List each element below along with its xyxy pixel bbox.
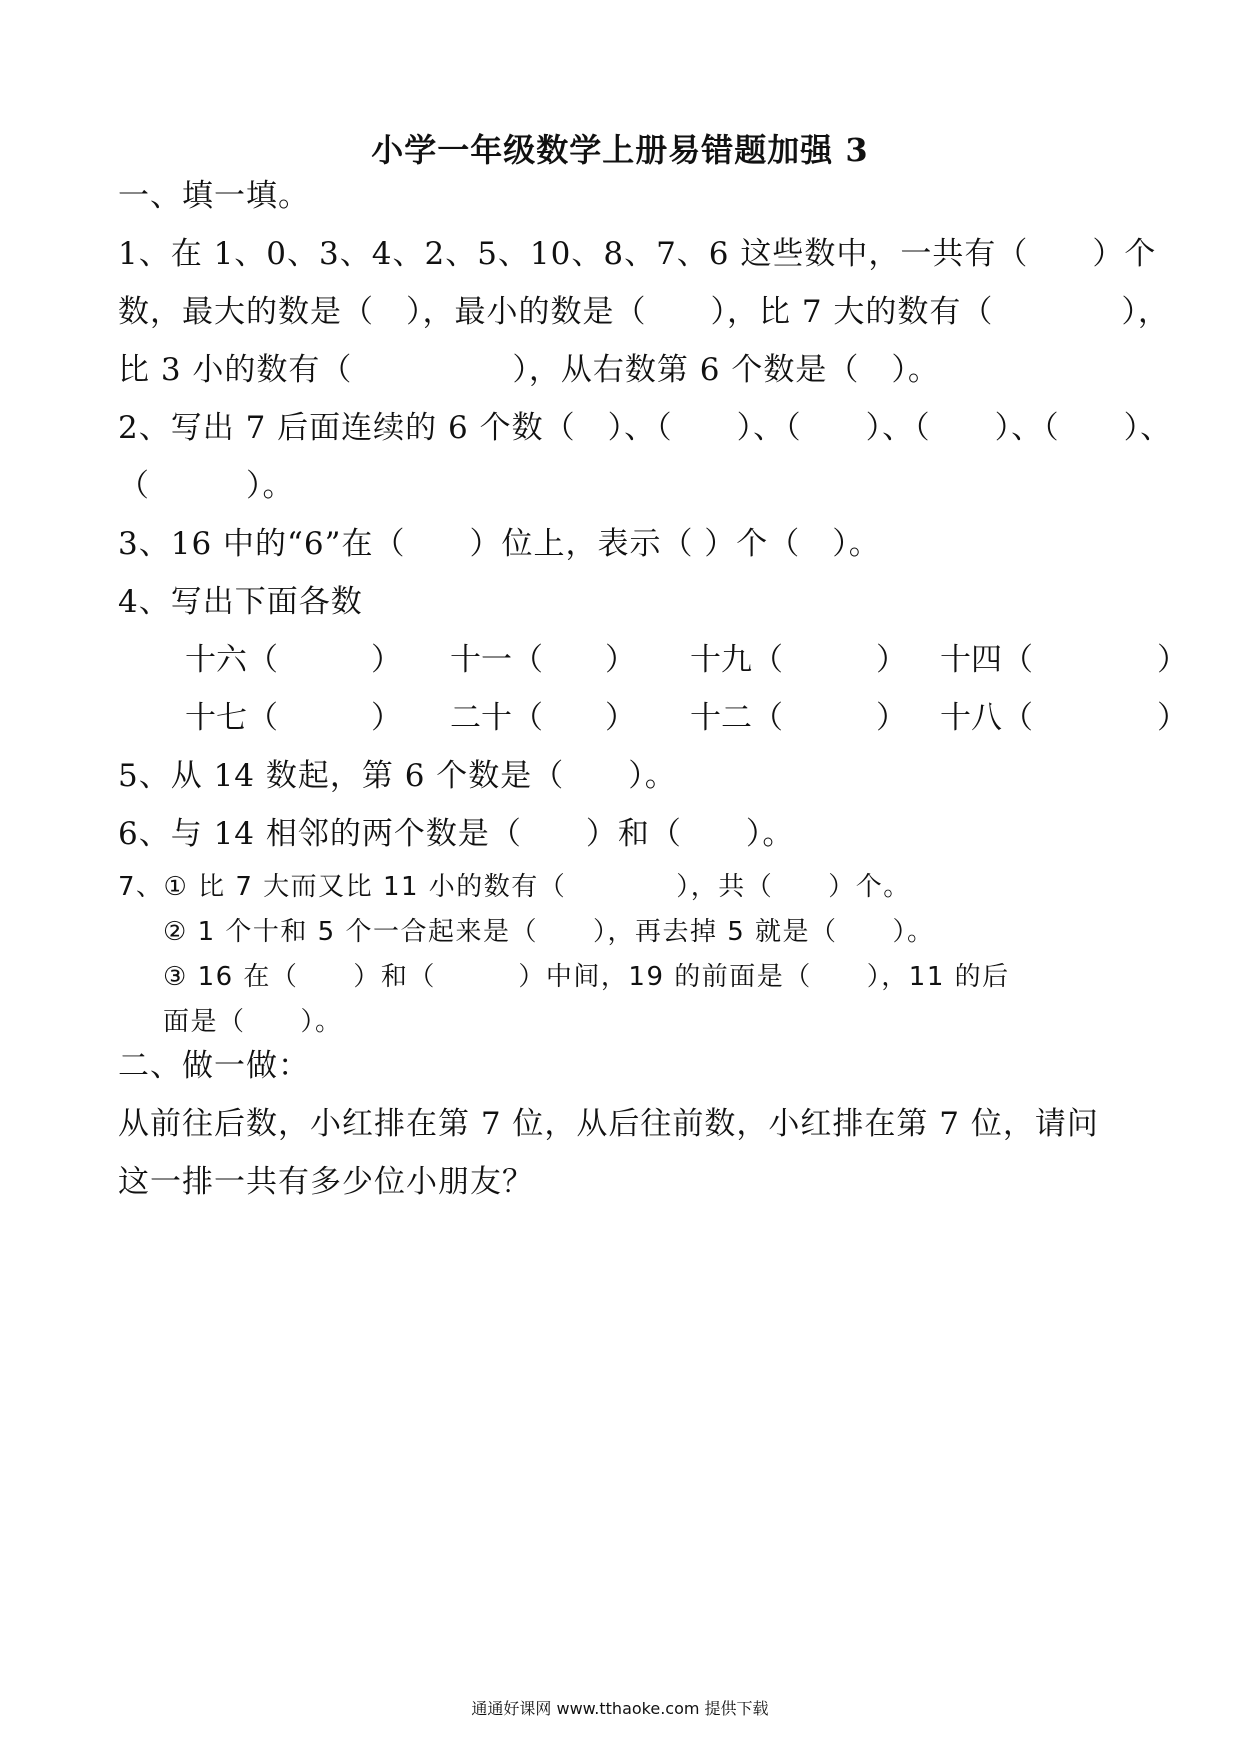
number-grid-cell: 二十（ ） bbox=[450, 700, 636, 736]
number-grid-cell: 十二（ ） bbox=[690, 700, 907, 736]
question-1-line: 1、在 1、0、3、4、2、5、10、8、7、6 这些数中，一共有（ ）个 bbox=[118, 236, 1157, 272]
question-5: 5、从 14 数起，第 6 个数是（ ）。 bbox=[118, 758, 677, 794]
number-grid-cell: 十七（ ） bbox=[185, 700, 402, 736]
question-2-line: 2、写出 7 后面连续的 6 个数（ ）、（ ）、（ ）、（ ）、（ ）、 bbox=[118, 410, 1173, 446]
footer-credit: 通通好课网 www.tthaoke.com 提供下载 bbox=[471, 1699, 769, 1718]
question-1-line: 比 3 小的数有（ ），从右数第 6 个数是（ ）。 bbox=[118, 352, 940, 388]
question-1-line: 数，最大的数是（ ），最小的数是（ ），比 7 大的数有（ ）， bbox=[118, 294, 1170, 330]
problem-line: 从前往后数，小红排在第 7 位，从后往前数，小红排在第 7 位，请问 bbox=[118, 1106, 1099, 1142]
question-7-line: ③ 16 在（ ）和（ ）中间，19 的前面是（ ），11 的后 bbox=[163, 962, 1010, 992]
question-4-label: 4、写出下面各数 bbox=[118, 584, 363, 620]
number-grid-cell: 十六（ ） bbox=[185, 642, 402, 678]
number-grid-cell: 十四（ ） bbox=[940, 642, 1188, 678]
number-grid-cell: 十九（ ） bbox=[690, 642, 907, 678]
question-6: 6、与 14 相邻的两个数是（ ）和（ ）。 bbox=[118, 816, 795, 852]
question-2-line: （ ）。 bbox=[118, 468, 295, 504]
number-grid-cell: 十八（ ） bbox=[940, 700, 1188, 736]
section-1-heading: 一、填一填。 bbox=[118, 178, 310, 214]
question-7-line: 7、① 比 7 大而又比 11 小的数有（ ），共（ ）个。 bbox=[118, 872, 911, 902]
question-7-line: 面是（ ）。 bbox=[163, 1007, 343, 1037]
page-title: 小学一年级数学上册易错题加强 3 bbox=[371, 131, 869, 169]
question-3: 3、16 中的“6”在（ ）位上，表示（ ）个（ ）。 bbox=[118, 526, 881, 562]
number-grid-cell: 十一（ ） bbox=[450, 642, 636, 678]
problem-line: 这一排一共有多少位小朋友？ bbox=[118, 1164, 534, 1200]
section-2-heading: 二、做一做： bbox=[118, 1048, 310, 1084]
question-7-line: ② 1 个十和 5 个一合起来是（ ），再去掉 5 就是（ ）。 bbox=[163, 917, 935, 947]
